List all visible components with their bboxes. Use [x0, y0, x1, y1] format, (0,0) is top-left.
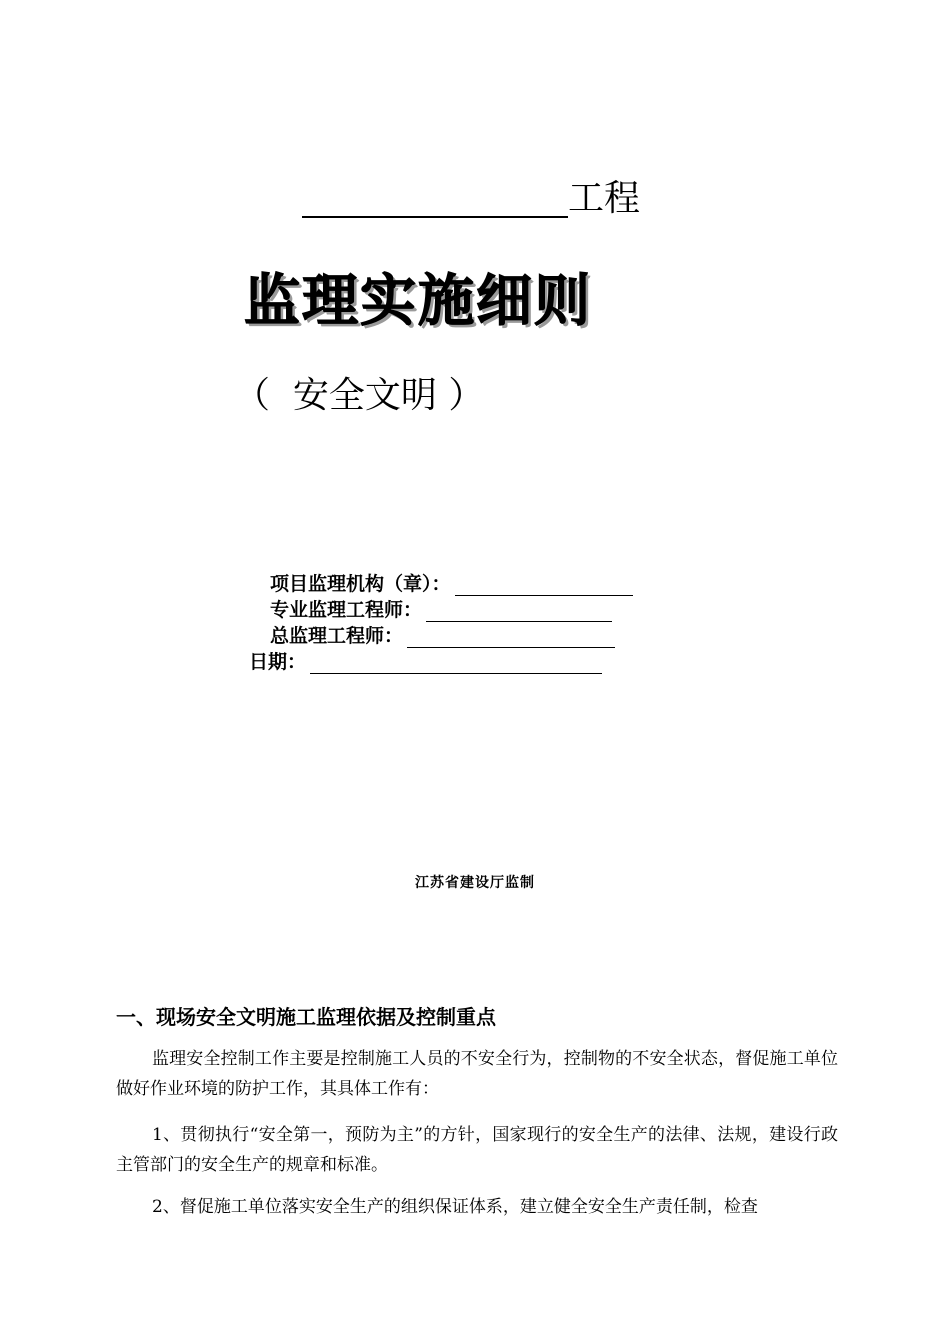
- chief-signature-row: [270, 624, 615, 648]
- issuer-text: 江苏省建设厅监制: [415, 875, 535, 891]
- chief-signature-line: [407, 627, 615, 648]
- date-label: 日期：: [249, 651, 307, 673]
- paragraph: 2、督促施工单位落实安全生产的组织保证体系，建立健全安全生产责任制，检查: [152, 1197, 758, 1217]
- specialist-label: 专业监理工程师：: [270, 599, 423, 621]
- org-signature-row: [270, 572, 633, 596]
- main-heading: 监理实施细则: [244, 269, 592, 334]
- specialist-signature-row: [270, 598, 612, 622]
- org-label: 项目监理机构（章）：: [270, 573, 451, 595]
- specialist-signature-line: [426, 601, 612, 622]
- chief-label: 总监理工程师：: [270, 625, 404, 647]
- project-title-line: [302, 180, 640, 218]
- paragraph: 1、贯彻执行“安全第一，预防为主”的方针，国家现行的安全生产的法律、法规，建设行政主管部门的安全生产的规章和标准。: [116, 1125, 838, 1175]
- org-signature-line: [455, 575, 633, 596]
- subtitle: （ 安全文明 ）: [234, 375, 485, 416]
- date-line: [310, 653, 602, 674]
- project-name-blank: [302, 182, 568, 218]
- date-row: [249, 650, 602, 674]
- project-title-suffix: 工程: [568, 178, 641, 219]
- section-heading: 一、现场安全文明施工监理依据及控制重点: [116, 1005, 496, 1029]
- paragraph: 监理安全控制工作主要是控制施工人员的不安全行为，控制物的不安全状态，督促施工单位做好作业环境的防护工作，其具体工作有：: [116, 1049, 838, 1099]
